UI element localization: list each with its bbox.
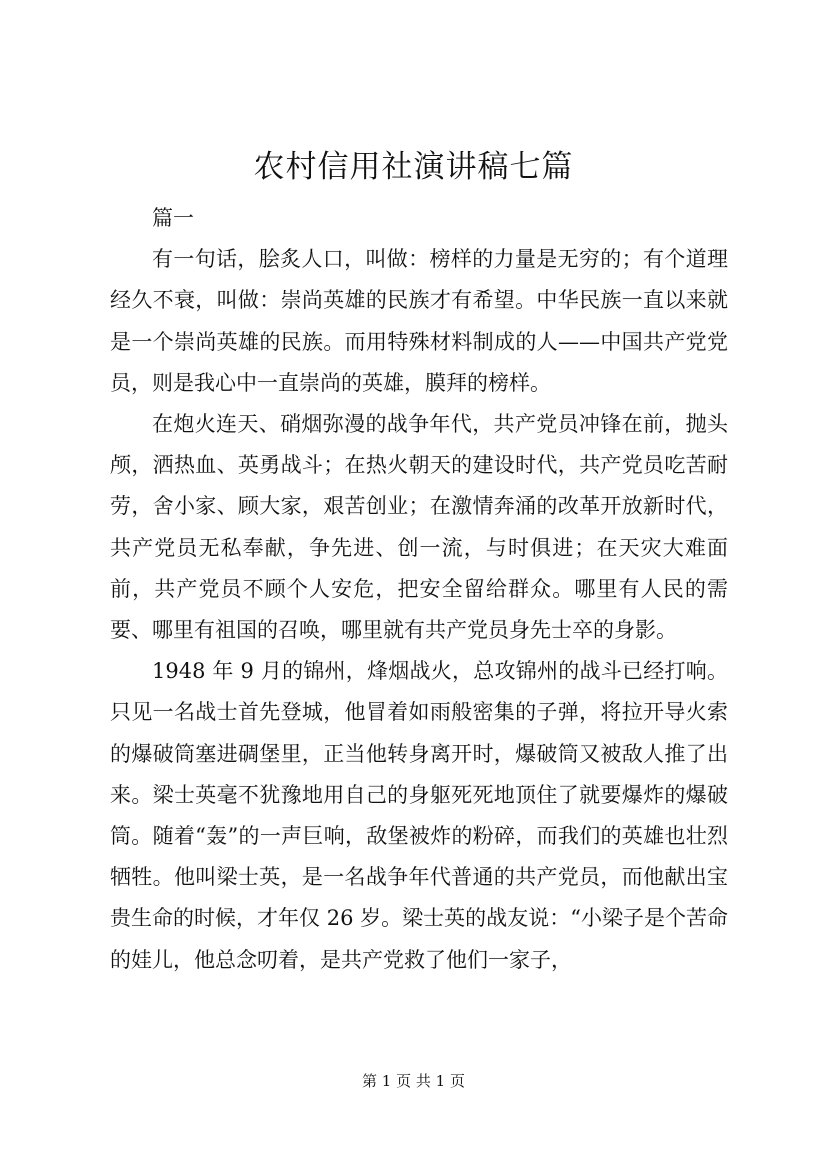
paragraph-2: 在炮火连天、硝烟弥漫的战争年代，共产党员冲锋在前，抛头颅，洒热血、英勇战斗；在热火朝天的建设时代，共产党员吃苦耐劳，舍小家、顾大家，艰苦创业；在激情奔涌的改革开放新时代，共产党员无私奉献，争先进、创一流，与时俱进；在天灾大难面前，共产党员不顾个人安危，把安全留给群众。哪里有人民的需要、哪里有祖国的召唤，哪里就有共产党员身先士卒的身影。 — [110, 412, 728, 643]
document-title: 农村信用社演讲稿七篇 — [253, 149, 574, 185]
paragraph-3: 1948 年 9 月的锦州，烽烟战火，总攻锦州的战斗已经打响。只见一名战士首先登城，他冒着如雨般密集的子弹，将拉开导火索的爆破筒塞进碉堡里，正当他转身离开时，爆破筒又被敌人推了出来。梁士英毫不犹豫地用自己的身躯死死地顶住了就要爆炸的爆破筒。随着“轰”的一声巨响，敌堡被炸的粉碎，而我们的英雄也壮烈牺牲。他叫梁士英，是一名战争年代普通的共产党员，而他献出宝贵生命的时候，才年仅 26 岁。梁士英的战友说：“小梁子是个苦命的娃儿，他总念叨着，是共产党救了他们一家子， — [110, 659, 728, 972]
paragraph-1: 有一句话，脍炙人口，叫做：榜样的力量是无穷的；有个道理经久不衰，叫做：崇尚英雄的民族才有希望。中华民族一直以来就是一个崇尚英雄的民族。而用特殊材料制成的人——中国共产党党员，则是我心中一直崇尚的英雄，膜拜的榜样。 — [110, 247, 728, 395]
page-footer: 第 1 页 共 1 页 — [362, 1072, 465, 1090]
section-label: 篇一 — [152, 206, 194, 230]
document-body — [110, 198, 728, 981]
